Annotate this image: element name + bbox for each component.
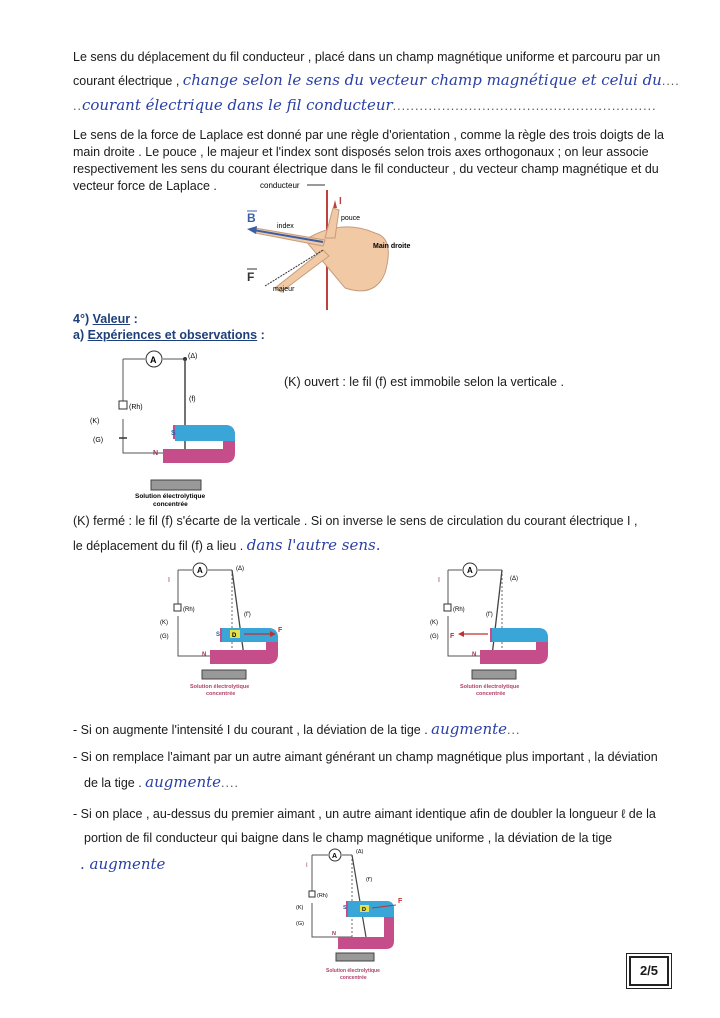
f-label: (f) bbox=[189, 396, 196, 403]
experiment-closed-circuit-figure-2 bbox=[430, 558, 580, 698]
para2-line2: main droite . Le pouce , le majeur et l'index sont disposés selon trois axes orthogonaux ; on leur associe bbox=[73, 145, 649, 159]
rheostat-icon bbox=[444, 604, 451, 611]
bullet-2-handwritten-answer: augmente bbox=[145, 773, 222, 791]
Rh-label: (Rh) bbox=[453, 607, 465, 613]
solution-label-1: Solution électrolytique bbox=[190, 684, 250, 690]
F-label: F bbox=[398, 898, 403, 905]
solution-container bbox=[472, 670, 516, 679]
bullet-3-line1: - Si on place , au-dessus du premier aimant , un autre aimant identique afin de doubler la longueur ℓ de la bbox=[73, 807, 656, 821]
para2-line3: respectivement les sens du courant électrique dans le fil conducteur , du vecteur champ magnétique et du bbox=[73, 162, 659, 176]
S-label: S bbox=[216, 632, 221, 638]
S-label: S bbox=[171, 430, 176, 437]
solution-label-2: concentrée bbox=[206, 691, 236, 697]
wire-f-prime bbox=[352, 855, 366, 937]
index-label: index bbox=[277, 223, 294, 230]
observation-closed-line2: le déplacement du fil (f) a lieu . dans l'autre sens. bbox=[73, 536, 381, 554]
para1-line2-prefix: courant électrique , bbox=[73, 74, 180, 88]
S-label: S bbox=[343, 905, 347, 911]
observation-closed-line1: (K) fermé : le fil (f) s'écarte de la verticale . Si on inverse le sens de circulation du courant électrique I , bbox=[73, 514, 638, 528]
para1-line2: courant électrique , change selon le sens du vecteur champ magnétique et celui du.... bbox=[73, 71, 680, 89]
B-arrow-icon bbox=[247, 226, 257, 234]
ammeter-A-label: A bbox=[197, 566, 203, 575]
experiment-closed-circuit-figure-1 bbox=[160, 558, 310, 698]
observation-open: (K) ouvert : le fil (f) est immobile selon la verticale . bbox=[284, 375, 564, 389]
main-droite-label: Main droite bbox=[373, 243, 411, 250]
solution-label-1: Solution électrolytique bbox=[460, 684, 520, 690]
rheostat-icon bbox=[309, 891, 315, 897]
bullet-3-answer-line bbox=[80, 856, 165, 873]
delta-label: (Δ) bbox=[510, 576, 519, 582]
I-label: I bbox=[306, 863, 308, 869]
G-label: (G) bbox=[430, 634, 439, 640]
page-number: 2/5 bbox=[629, 956, 669, 986]
D-label: D bbox=[232, 633, 237, 639]
F-label: F bbox=[278, 627, 283, 634]
para1-handwritten-answer-b: courant électrique dans le fil conducteur bbox=[81, 96, 393, 114]
solution-container bbox=[336, 953, 374, 961]
B-label: B bbox=[247, 211, 256, 225]
current-I-label: I bbox=[339, 196, 342, 207]
G-label: (G) bbox=[93, 437, 104, 444]
solution-container bbox=[151, 480, 201, 490]
N-label: N bbox=[153, 450, 159, 457]
magnet-blue-shape bbox=[348, 901, 394, 917]
wire-f-prime bbox=[232, 570, 244, 656]
solution-label-1: Solution électrolytique bbox=[326, 968, 380, 974]
majeur-label: majeur bbox=[273, 286, 295, 293]
K-label: (K) bbox=[430, 620, 438, 626]
rheostat-icon bbox=[119, 401, 127, 409]
K-label: (K) bbox=[160, 620, 168, 626]
Rh-label: (Rh) bbox=[317, 893, 328, 899]
rheostat-icon bbox=[174, 604, 181, 611]
conducteur-label: conducteur bbox=[260, 181, 300, 190]
section-4-title: 4°) Valeur : bbox=[73, 312, 138, 326]
K-label: (K) bbox=[296, 905, 304, 911]
solution-label-1: Solution électrolytique bbox=[135, 493, 206, 500]
para1-line1: Le sens du déplacement du fil conducteur , placé dans un champ magnétique uniforme et parcouru par un bbox=[73, 50, 661, 64]
subsection-a-title: a) Expériences et observations : bbox=[73, 328, 265, 342]
ammeter-A-label: A bbox=[467, 566, 473, 575]
para2-line4: vecteur force de Laplace . bbox=[73, 179, 217, 193]
I-label: I bbox=[168, 577, 170, 584]
bullet-1: - Si on augmente l'intensité I du courant , la déviation de la tige . augmente... bbox=[73, 720, 521, 738]
D-label: D bbox=[362, 907, 366, 913]
para1-line3: ..courant électrique dans le fil conducteur........................................................... bbox=[73, 96, 657, 114]
bullet-2-line1: - Si on remplace l'aimant par un autre aimant générant un champ magnétique plus important , la déviation bbox=[73, 750, 658, 764]
solution-container bbox=[202, 670, 246, 679]
G-label: (G) bbox=[160, 634, 169, 640]
N-label: N bbox=[332, 931, 336, 937]
pouce-label: pouce bbox=[341, 215, 361, 222]
F-label: F bbox=[450, 633, 455, 640]
wire-f-prime bbox=[492, 570, 502, 656]
bullet-1-handwritten-answer: augmente bbox=[431, 720, 508, 738]
Rh-label: (Rh) bbox=[129, 404, 143, 411]
solution-label-2: concentrée bbox=[153, 501, 188, 508]
N-label: N bbox=[472, 652, 477, 658]
solution-label-2: concentrée bbox=[340, 975, 367, 981]
bullet-3-line2: portion de fil conducteur qui baigne dans le champ magnétique uniforme , la déviation de la tige bbox=[84, 831, 613, 845]
bullet-2-line2: de la tige . augmente.... bbox=[84, 773, 239, 791]
f-prime-label: (f') bbox=[486, 612, 493, 618]
F-arrow-icon bbox=[458, 631, 464, 637]
f-prime-label: (f') bbox=[244, 612, 251, 618]
experiment-double-magnet-figure bbox=[290, 845, 420, 985]
section-4-title-text: Valeur bbox=[92, 312, 131, 326]
delta-label: (Δ) bbox=[236, 566, 245, 572]
magnet-blue-shape bbox=[175, 425, 235, 441]
K-label: (K) bbox=[90, 418, 100, 425]
circuit-wire bbox=[178, 570, 232, 656]
magnet-blue-shape bbox=[492, 628, 548, 642]
para2-line1: Le sens de la force de Laplace est donné par une règle d'orientation , comme la règle des trois doigts de la bbox=[73, 128, 664, 142]
solution-label-2: concentrée bbox=[476, 691, 506, 697]
experiment-open-circuit-figure bbox=[85, 345, 245, 510]
I-label: I bbox=[438, 577, 440, 584]
subsection-a-title-text: Expériences et observations bbox=[87, 328, 258, 342]
observation-closed-handwritten-answer: dans l'autre sens. bbox=[246, 536, 381, 554]
F-label: F bbox=[247, 270, 255, 284]
ammeter-A-label: A bbox=[332, 853, 338, 860]
right-hand-rule-figure bbox=[235, 178, 435, 313]
G-label: (G) bbox=[296, 921, 304, 927]
para1-handwritten-answer-a: change selon le sens du vecteur champ magnétique et celui du bbox=[182, 71, 662, 89]
Rh-label: (Rh) bbox=[183, 607, 195, 613]
current-arrow-icon bbox=[333, 200, 337, 208]
ammeter-A-label: A bbox=[150, 355, 157, 365]
N-label: N bbox=[202, 652, 207, 658]
bullet-3-handwritten-answer: . augmente bbox=[80, 855, 166, 873]
delta-label: (Δ) bbox=[188, 353, 198, 360]
delta-label: (Δ) bbox=[356, 849, 364, 855]
f-prime-label: (f') bbox=[366, 877, 373, 883]
